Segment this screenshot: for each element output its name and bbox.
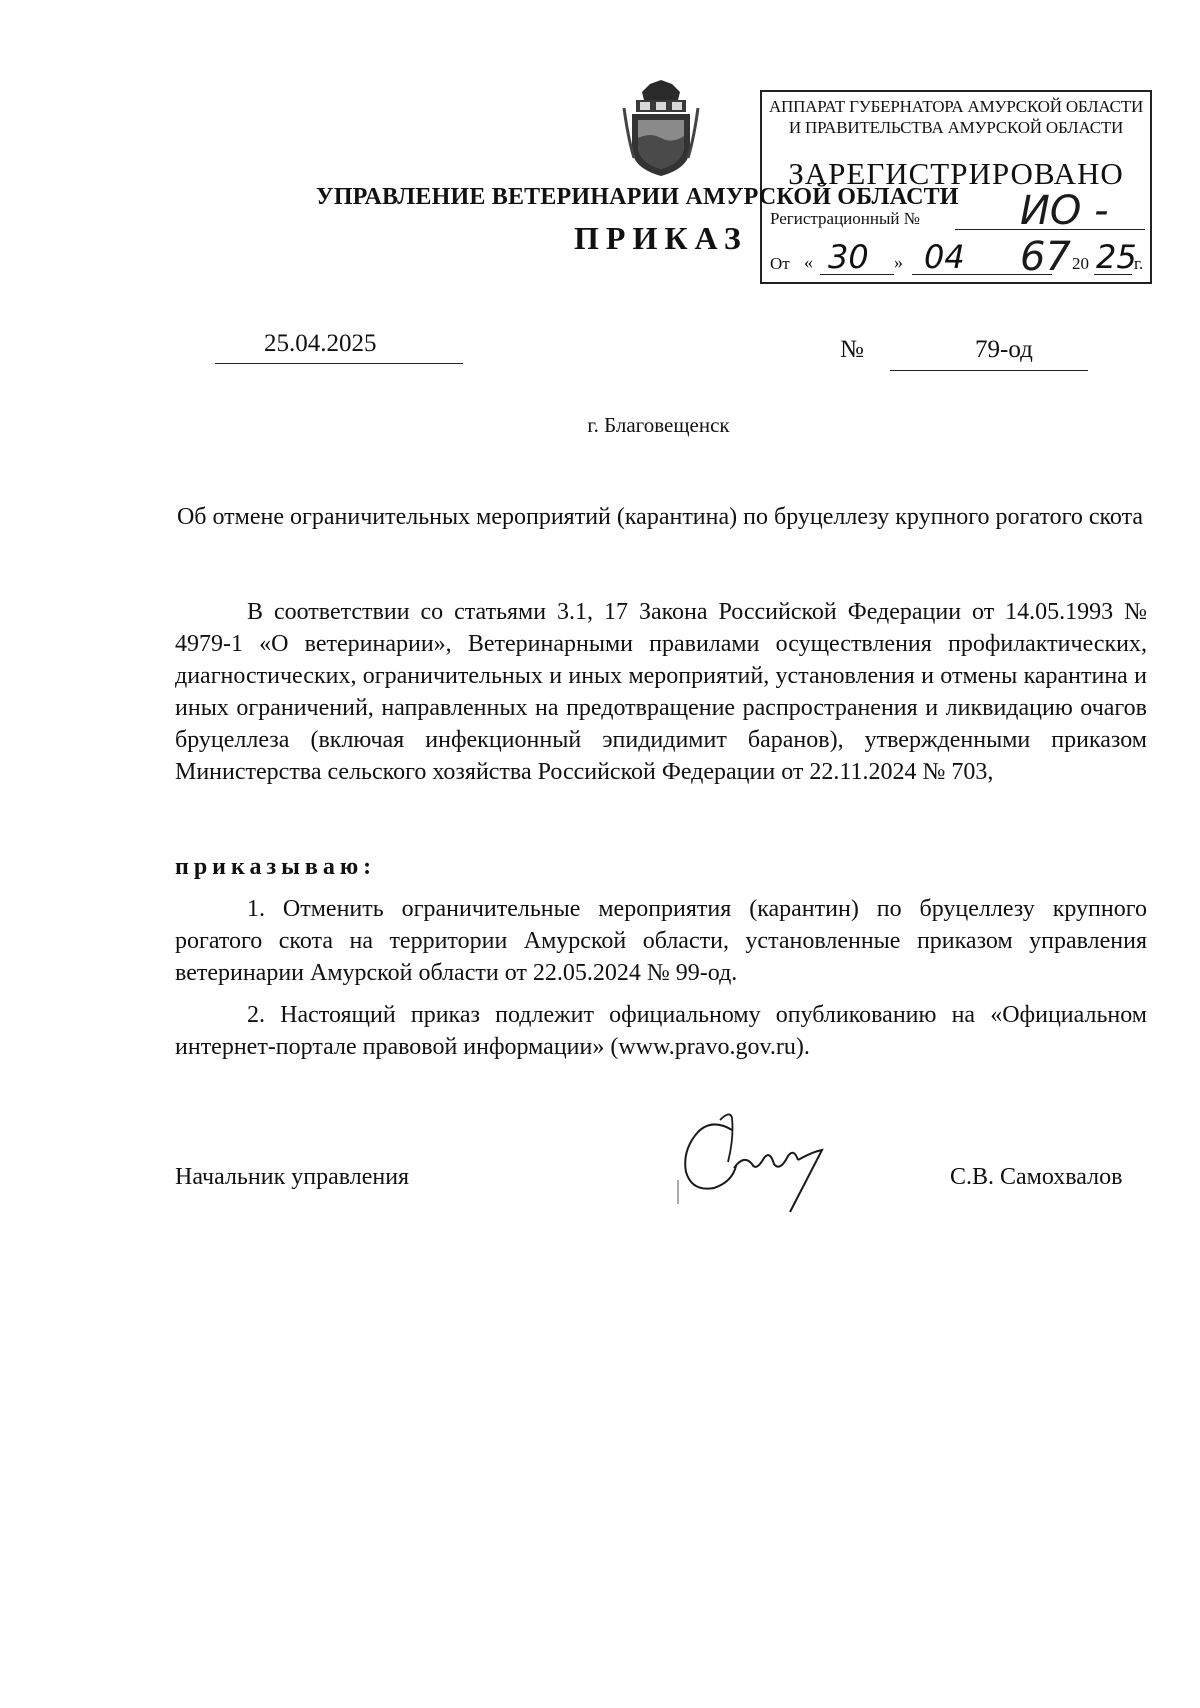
order-item-1: 1. Отменить ограничительные мероприятия (карантин) по бруцеллезу крупного рогатого скота на территории Амурской области, установленные приказом управления ветеринарии Амурской области от 22.05.2024 № 99-од. <box>175 896 1147 986</box>
document-number: 79-од <box>975 336 1033 363</box>
organization-name: УПРАВЛЕНИЕ ВЕТЕРИНАРИИ АМУРСКОЙ ОБЛАСТИ <box>316 184 959 210</box>
stamp-organization <box>762 96 1150 138</box>
signatory-title: Начальник управления <box>175 1164 410 1190</box>
stamp-year-prefix: 20 <box>1072 254 1089 273</box>
stamp-org-line1: АППАРАТ ГУБЕРНАТОРА АМУРСКОЙ ОБЛАСТИ <box>768 97 1144 116</box>
stamp-date-from: От <box>770 254 790 273</box>
city: г. Благовещенск <box>587 413 730 437</box>
stamp-reg-number: ИО - 67 <box>1020 188 1109 280</box>
order-item-2: 2. Настоящий приказ подлежит официальному опубликованию на «Официальном интернет-портале правовой информации» (www.pravo.gov.ru). <box>175 1002 1147 1060</box>
stamp-org-line2: И ПРАВИТЕЛЬСТВА АМУРСКОЙ ОБЛАСТИ <box>788 118 1124 137</box>
document-type: ПРИКАЗ <box>574 220 748 256</box>
date-underline <box>215 363 463 364</box>
stamp-title: ЗАРЕГИСТРИРОВАНО <box>788 156 1124 191</box>
city-line <box>0 413 1200 438</box>
stamp-month: 04 <box>924 238 965 276</box>
stamp-quote-open: « <box>804 252 813 272</box>
document-subject: Об отмене ограничительных мероприятий (карантина) по бруцеллезу крупного рогатого скота <box>176 504 1144 530</box>
number-underline <box>890 370 1088 371</box>
stamp-year-suffix: 25 <box>1096 238 1137 276</box>
number-sign: № <box>840 336 864 363</box>
document-date: 25.04.2025 <box>264 330 377 357</box>
stamp-quote-close: » <box>894 252 903 272</box>
handwritten-signature <box>672 1108 842 1228</box>
stamp-day: 30 <box>828 238 869 276</box>
coat-of-arms-icon <box>622 78 700 178</box>
signatory-name: С.В. Самохвалов <box>950 1164 1123 1190</box>
stamp-year-g: г. <box>1134 254 1144 273</box>
stamp-reg-label: Регистрационный № <box>770 209 920 228</box>
order-word: приказываю: <box>175 854 377 880</box>
preamble-paragraph: В соответствии со статьями 3.1, 17 Закона Российской Федерации от 14.05.1993 № 4979-1 «О ветеринарии», Ветеринарными правилами осуществления профилактических, диагностических, ограничительных и иных мероприятий, установления и отмены карантина и иных ограничений, направленных на предотвращение распространения и ликвидацию очагов бруцеллеза (включая инфекционный эпидидимит баранов), утвержденными приказом Министерства сельского хозяйства Российской Федерации от 22.11.2024 № 703, <box>175 599 1147 785</box>
